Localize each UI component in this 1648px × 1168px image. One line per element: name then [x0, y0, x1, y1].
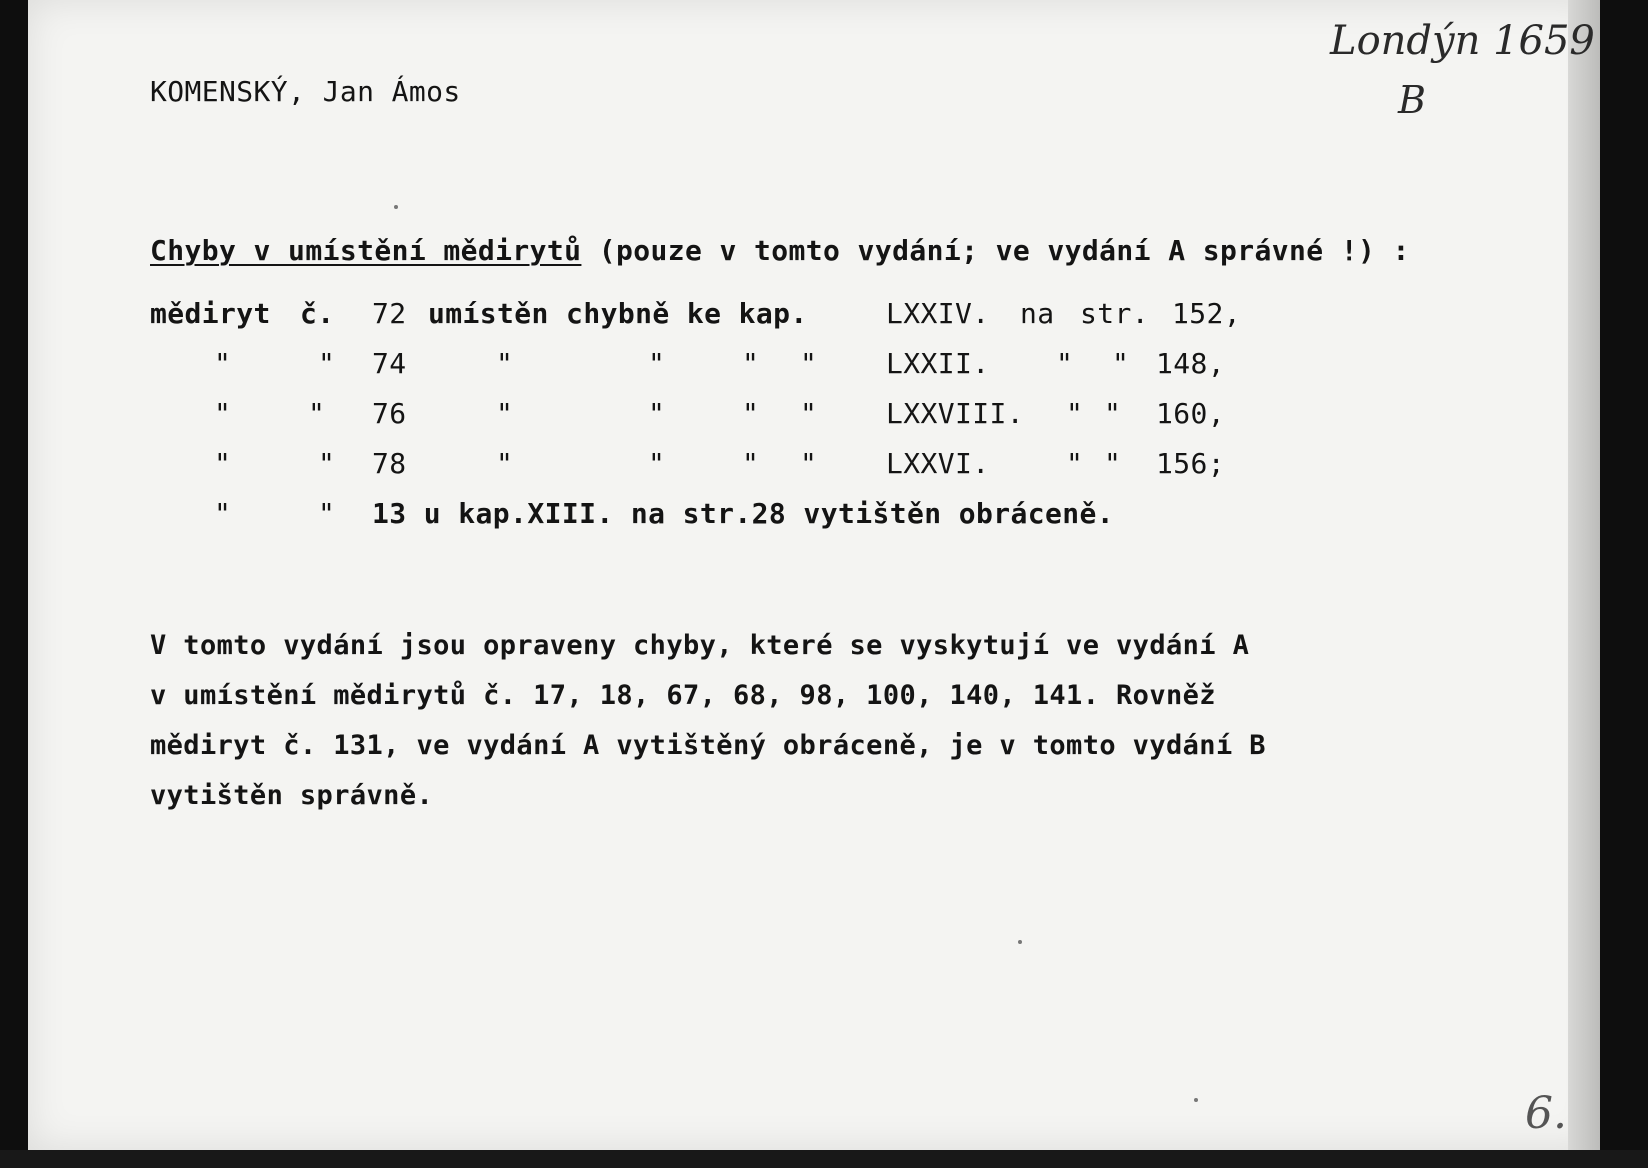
row-4-ditto-2: " [318, 447, 336, 480]
note-line-2: v umístění mědirytů č. 17, 18, 67, 68, 98, 100, 140, 141. Rovněž [150, 680, 1216, 711]
row-2-ditto-1: " [214, 347, 232, 380]
errors-heading-underlined: Chyby v umístění mědirytů [150, 234, 582, 267]
row-4-ditto-3: " [496, 447, 514, 480]
row-2-ditto-6: " [800, 347, 818, 380]
row-4-ditto-8: " [1104, 447, 1122, 480]
paper-speck [394, 205, 398, 209]
author-heading: KOMENSKÝ, Jan Ámos [150, 75, 461, 108]
paper-speck [1018, 940, 1022, 944]
paper-speck [1194, 1098, 1198, 1102]
row-3-ditto-4: " [648, 397, 666, 430]
scan-bottom-border [0, 1150, 1648, 1168]
card-paper [28, 0, 1600, 1150]
row-3-ditto-8: " [1104, 397, 1122, 430]
row-4-ditto-6: " [800, 447, 818, 480]
row-1-number: 72 [372, 297, 407, 330]
row-3-ditto-2: " [308, 397, 326, 430]
row-1-phrase: umístěn chybně ke kap. [428, 297, 808, 330]
row-5-ditto-2: " [318, 497, 336, 530]
row-2-ditto-7: " [1056, 347, 1074, 380]
row-1-str: str. [1080, 297, 1150, 330]
handwritten-card-number: 6. [1525, 1088, 1567, 1139]
row-4-ditto-7: " [1066, 447, 1084, 480]
row-1-na: na [1020, 297, 1055, 330]
row-4-ditto-4: " [648, 447, 666, 480]
row-1-abbrev: č. [300, 297, 335, 330]
row-1-chapter: LXXIV. [886, 297, 990, 330]
row-3-ditto-1: " [214, 397, 232, 430]
row-4-number: 78 [372, 447, 407, 480]
row-2-number: 74 [372, 347, 407, 380]
row-3-ditto-5: " [742, 397, 760, 430]
row-2-ditto-4: " [648, 347, 666, 380]
row-5-ditto-1: " [214, 497, 232, 530]
row-2-ditto-8: " [1112, 347, 1130, 380]
row-1-word: mědiryt [150, 297, 271, 330]
errors-heading-rest: (pouze v tomto vydání; ve vydání A správné !) : [581, 234, 1410, 267]
row-3-ditto-7: " [1066, 397, 1084, 430]
row-3-chapter: LXXVIII. [886, 397, 1025, 430]
card-edge-shadow [1568, 0, 1600, 1150]
row-5-description: 13 u kap.XIII. na str.28 vytištěn obráceně. [372, 497, 1115, 530]
row-3-ditto-3: " [496, 397, 514, 430]
note-line-3: mědiryt č. 131, ve vydání A vytištěný obráceně, je v tomto vydání B [150, 730, 1266, 761]
errors-heading [150, 234, 1410, 267]
row-4-page: 156; [1156, 447, 1226, 480]
row-2-ditto-3: " [496, 347, 514, 380]
row-3-number: 76 [372, 397, 407, 430]
note-line-1: V tomto vydání jsou opraveny chyby, které se vyskytují ve vydání A [150, 630, 1250, 661]
row-4-ditto-1: " [214, 447, 232, 480]
row-1-page: 152, [1172, 297, 1242, 330]
row-2-ditto-5: " [742, 347, 760, 380]
handwritten-edition-letter: B [1398, 78, 1426, 122]
note-line-4: vytištěn správně. [150, 780, 434, 811]
row-3-page: 160, [1156, 397, 1226, 430]
row-4-chapter: LXXVI. [886, 447, 990, 480]
handwritten-location-note: Londýn 1659 [1330, 18, 1595, 64]
row-2-page: 148, [1156, 347, 1226, 380]
row-2-ditto-2: " [318, 347, 336, 380]
row-4-ditto-5: " [742, 447, 760, 480]
row-3-ditto-6: " [800, 397, 818, 430]
row-2-chapter: LXXII. [886, 347, 990, 380]
